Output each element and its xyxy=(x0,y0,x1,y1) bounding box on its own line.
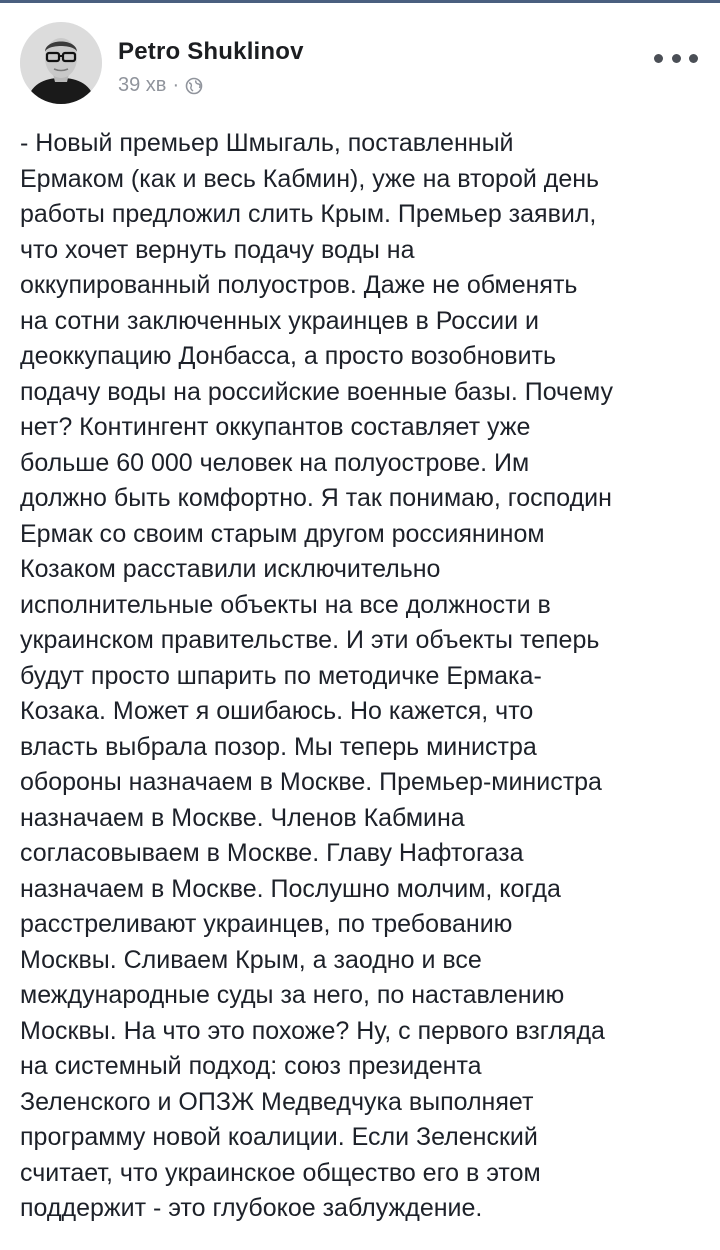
post-text: - Новый премьер Шмыгаль, поставленный Ермаком (как и весь Кабмин), уже на второй день работы предложил слить Крым. Премьер заявил, что хочет вернуть подачу воды на оккупированный полуостров. Даже не обменять на сотни заключенных украинцев в России и деоккупацию Донбасса, а просто возобновить подачу воды на российские военные базы. Почему нет? Контингент оккупантов составляет уже больше 60 000 человек на полуострове. Им должно быть комфортно. Я так понимаю, господин Ермак со своим старым другом россиянином Козаком расставили исключительно исполнительные объекты на все должности в украинском правительстве. И эти объекты теперь будут просто шпарить по методичке Ермака- Козака. Может я ошибаюсь. Но кажется, что власть выбрала позор. Мы теперь министра обороны назначаем в Москве. Премьер-министра назначаем в Москве. Членов Кабмина согласовываем в Москве. Главу Нафтогаза назначаем в Москве. Послушно молчим, когда расстреливают украинцев, по требованию Москвы. Сливаем Крым, а заодно и все международные суды за него, по наставлению Москвы. На что это похоже? Ну, с первого взгляда на системный подход: союз президента Зеленского и ОПЗЖ Медведчука выполняет программу новой коалиции. Если Зеленский считает, что украинское общество его в этом поддержит - это глубокое заблуждение. xyxy=(20,129,613,1222)
author-name[interactable]: Petro Shuklinov xyxy=(118,38,304,65)
globe-icon xyxy=(185,77,203,95)
top-divider xyxy=(0,0,720,3)
post-header xyxy=(20,22,700,106)
avatar[interactable] xyxy=(20,22,102,104)
more-dot xyxy=(654,54,663,63)
meta-separator: · xyxy=(172,74,180,96)
avatar-portrait xyxy=(20,22,102,104)
more-options-icon[interactable] xyxy=(654,46,698,70)
post-timestamp[interactable]: 39 хв xyxy=(118,74,167,96)
more-dot xyxy=(672,54,681,63)
post-meta xyxy=(118,74,203,97)
more-dot xyxy=(689,54,698,63)
